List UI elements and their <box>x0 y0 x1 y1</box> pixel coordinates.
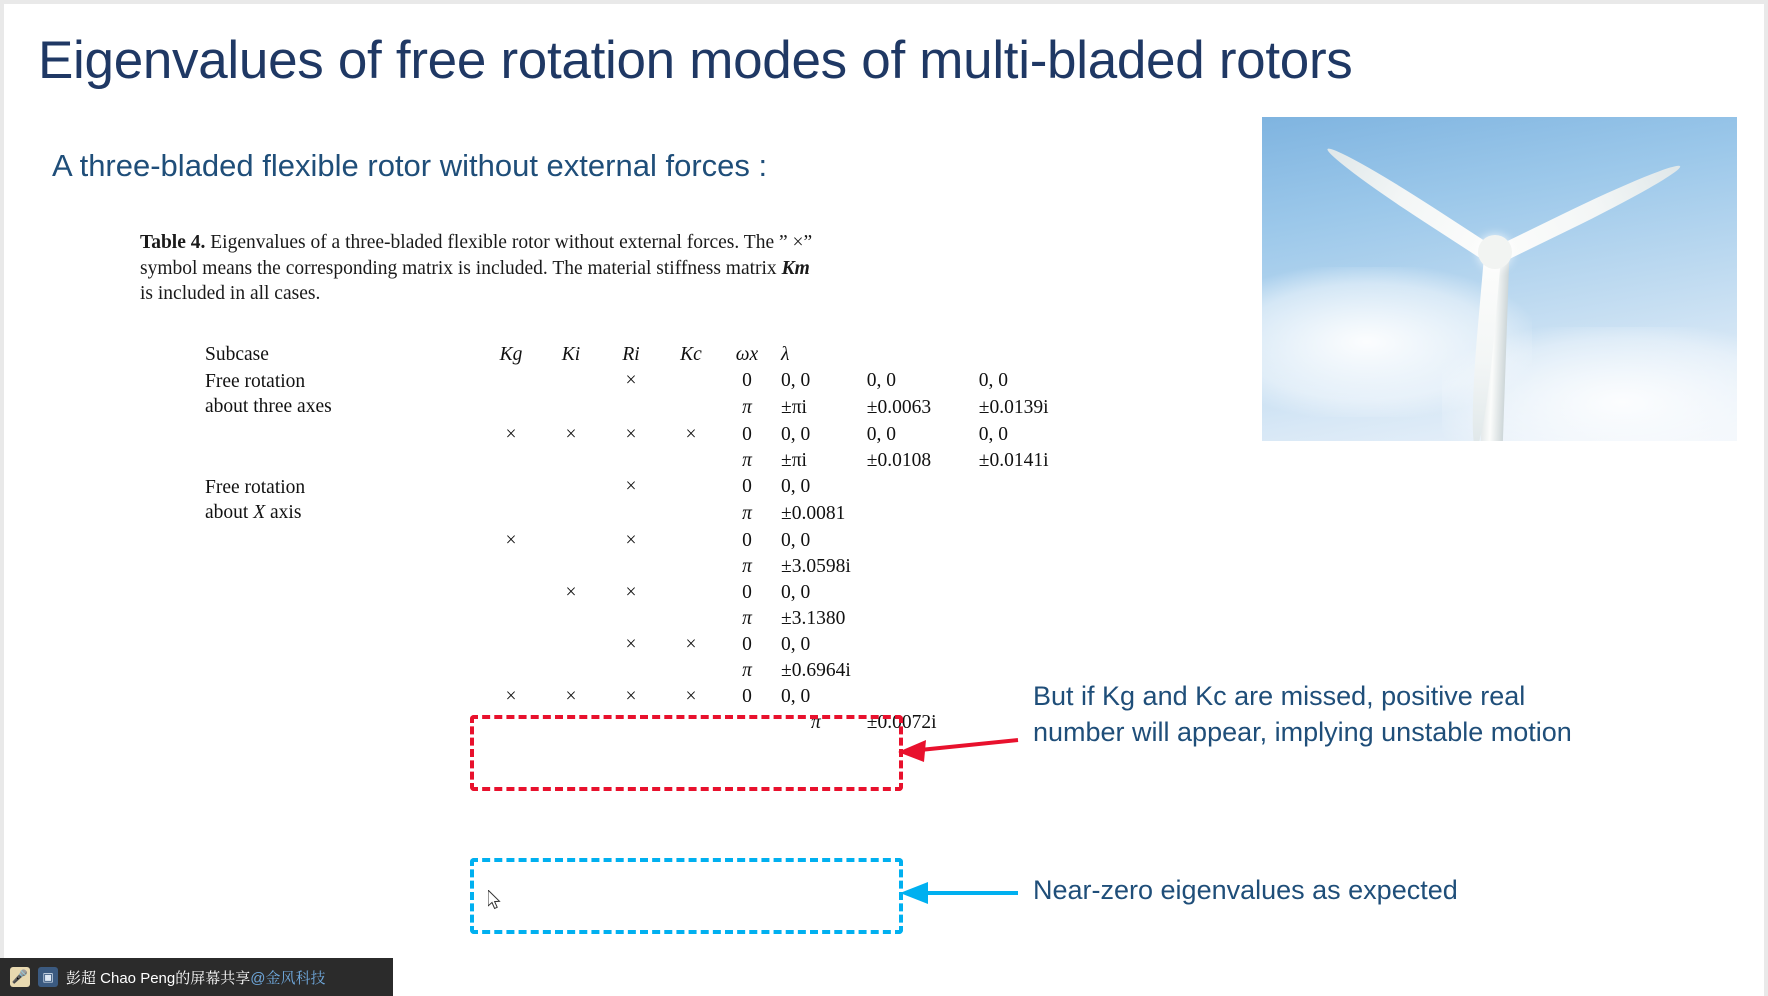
table-caption-label: Table 4. <box>140 232 206 253</box>
row-label-empty <box>197 422 481 474</box>
cell-ri: × <box>625 633 637 655</box>
cell-lambda-2 <box>859 554 971 580</box>
cell-lambda-2 <box>859 632 971 658</box>
row-label-free-rotation-three-axes <box>197 368 481 422</box>
cell-kg <box>481 448 541 474</box>
share-user-label: 彭超 Chao Peng的屏幕共享 <box>66 969 251 987</box>
cell-ri: × <box>625 529 637 551</box>
cell-lambda-1: ±3.1380 <box>781 607 846 629</box>
cell-kc <box>661 528 721 554</box>
cell-ri <box>601 395 661 422</box>
table-caption <box>140 230 1040 307</box>
row-label-empty <box>197 684 481 736</box>
cell-kc <box>661 448 721 474</box>
column-header-lambda-2 <box>859 342 971 368</box>
turbine-blade-3 <box>1323 142 1500 265</box>
cell-ri: × <box>625 475 637 497</box>
red-arrow-icon <box>898 740 1018 762</box>
cell-kc: × <box>685 633 697 655</box>
cell-omega: 0 <box>742 685 752 707</box>
eigenvalues-table <box>197 342 1107 736</box>
column-header-lambda: λ <box>781 344 790 365</box>
cell-lambda-3 <box>971 580 1091 606</box>
cell-kg <box>481 606 541 632</box>
row-label-empty <box>197 632 481 684</box>
annotation-blue-line1: Near-zero eigenvalues as expected <box>1033 875 1458 905</box>
slide-subtitle: A three-bladed flexible rotor without external forces : <box>52 148 768 183</box>
cell-ki: × <box>565 581 577 603</box>
cell-lambda-2 <box>859 684 971 710</box>
cell-lambda-1: ±πi <box>781 396 807 418</box>
camera-icon[interactable]: ▣ <box>38 967 58 987</box>
cell-lambda-3 <box>971 554 1091 580</box>
cell-ri <box>601 606 661 632</box>
cell-lambda-1: 0, 0 <box>781 581 811 603</box>
column-header-lambda-3 <box>971 342 1091 368</box>
cell-omega: 0 <box>742 370 752 391</box>
screen-share-bar[interactable] <box>0 958 393 996</box>
cell-lambda-1: 0, 0 <box>781 529 811 551</box>
page-edge-top <box>0 0 1768 4</box>
cell-ki: × <box>565 423 577 445</box>
blue-highlight-box <box>470 858 903 934</box>
column-header-ki: Ki <box>561 344 581 365</box>
cell-kc <box>721 710 773 736</box>
cell-lambda-2: ±0.0063 <box>866 396 932 418</box>
cell-ki <box>541 606 601 632</box>
cell-lambda-2: 0, 0 <box>866 423 896 445</box>
cell-omega: 0 <box>742 633 752 655</box>
table-caption-line2: symbol means the corresponding matrix is included. The material stiffness matrix <box>140 257 782 279</box>
row-label-free-rotation-x-axis <box>197 474 481 528</box>
share-status-text <box>66 967 325 988</box>
cell-kg: × <box>505 685 517 707</box>
cell-lambda-3 <box>971 474 1091 501</box>
cell-lambda-1: 0, 0 <box>781 633 811 655</box>
cell-ri <box>601 448 661 474</box>
microphone-icon[interactable]: 🎤 <box>10 967 30 987</box>
table-row <box>197 422 1107 448</box>
cell-omega: π <box>742 502 752 524</box>
cell-lambda-1: ±0.6964i <box>781 659 851 681</box>
cell-kc <box>661 658 721 684</box>
annotation-red-line2: number will appear, implying unstable motion <box>1033 717 1572 748</box>
cell-lambda-1: ±3.0598i <box>781 555 851 577</box>
table-caption-block <box>140 230 1040 307</box>
row-label-empty <box>481 710 541 736</box>
cell-kg <box>481 395 541 422</box>
cell-omega: 0 <box>742 423 752 445</box>
row-label-empty <box>197 580 481 632</box>
cell-lambda-1: ±0.0072i <box>866 711 937 733</box>
cell-ri: × <box>625 581 637 603</box>
row-label-line2: about X axis <box>205 501 302 523</box>
cell-kg <box>481 501 541 528</box>
turbine-blade-1 <box>1488 159 1684 266</box>
cell-kg <box>541 710 601 736</box>
cell-ki <box>601 710 661 736</box>
blue-arrow-icon <box>900 882 1018 904</box>
cell-kc <box>661 580 721 606</box>
cell-lambda-2: 0, 0 <box>866 370 896 391</box>
table-row <box>197 632 1107 658</box>
cell-ki <box>541 395 601 422</box>
cell-lambda-1: 0, 0 <box>781 423 811 445</box>
table-row <box>197 684 1107 710</box>
cell-ki <box>541 368 601 395</box>
cell-lambda-2 <box>859 528 971 554</box>
cell-ki <box>541 554 601 580</box>
cell-kc: × <box>685 423 697 445</box>
cell-lambda-3: ±0.0141i <box>978 449 1049 471</box>
cell-kc <box>661 606 721 632</box>
column-header-subcase: Subcase <box>205 344 269 365</box>
cell-omega: 0 <box>742 581 752 603</box>
cell-ki <box>541 632 601 658</box>
cell-kc: × <box>685 685 697 707</box>
cell-omega: π <box>742 396 752 418</box>
cell-kg <box>481 632 541 658</box>
cell-ki <box>541 448 601 474</box>
mouse-cursor-icon <box>488 890 502 910</box>
table-row <box>197 368 1107 395</box>
cell-lambda-1: 0, 0 <box>781 685 811 707</box>
cell-lambda-1: ±πi <box>781 449 807 471</box>
page-title: Eigenvalues of free rotation modes of multi-bladed rotors <box>38 31 1353 90</box>
cell-omega: π <box>742 555 752 577</box>
cell-lambda-3 <box>971 501 1091 528</box>
column-header-ri: Ri <box>622 344 640 365</box>
share-org-label: @金风科技 <box>250 969 326 987</box>
annotation-blue-text <box>1033 872 1733 908</box>
wind-turbine-photo <box>1262 117 1737 441</box>
cell-ki <box>541 501 601 528</box>
cell-ri <box>601 658 661 684</box>
table-caption-line3: is included in all cases. <box>140 283 321 305</box>
cell-ki <box>541 474 601 501</box>
page-edge-left <box>0 0 4 996</box>
cell-ri: × <box>625 370 637 391</box>
cell-omega: π <box>742 607 752 629</box>
table-row <box>197 528 1107 554</box>
cell-lambda-3: ±0.0139i <box>978 396 1049 418</box>
cell-lambda-2 <box>859 501 971 528</box>
column-header-omega-x: ωx <box>735 344 759 365</box>
cell-lambda-3 <box>971 606 1091 632</box>
cell-ri: × <box>625 423 637 445</box>
row-label-line1: Free rotation <box>205 371 306 392</box>
cell-ri <box>601 501 661 528</box>
cell-lambda-1: 0, 0 <box>781 370 811 391</box>
cell-omega: π <box>742 659 752 681</box>
table-header-row <box>197 342 1107 368</box>
cell-ki: × <box>565 685 577 707</box>
row-label-line2: about three axes <box>205 395 332 417</box>
cell-ri: × <box>625 685 637 707</box>
cell-kg: × <box>505 423 517 445</box>
cell-lambda-1: ±0.0081 <box>781 502 846 524</box>
cell-omega: 0 <box>742 529 752 551</box>
cell-lambda-2 <box>859 658 971 684</box>
cell-kg: × <box>505 529 517 551</box>
cell-kg <box>481 658 541 684</box>
cell-ri <box>601 554 661 580</box>
cell-lambda-2 <box>859 474 971 501</box>
cell-ri <box>661 710 721 736</box>
cell-kc <box>661 368 721 395</box>
cell-kc <box>661 554 721 580</box>
cell-lambda-2 <box>859 580 971 606</box>
cell-omega: 0 <box>742 475 752 497</box>
cell-lambda-3: 0, 0 <box>978 423 1008 445</box>
cell-kc <box>661 395 721 422</box>
cell-lambda-3 <box>971 528 1091 554</box>
cell-ki <box>541 658 601 684</box>
cell-lambda-3 <box>971 632 1091 658</box>
row-label-line1: Free rotation <box>205 476 306 498</box>
table-caption-line1: Eigenvalues of a three-bladed flexible rotor without external forces. The ” ×” <box>205 232 813 253</box>
cell-kg <box>481 554 541 580</box>
cell-kc <box>661 501 721 528</box>
page-edge-right <box>1764 0 1768 996</box>
cell-omega: π <box>742 449 752 471</box>
table-row <box>197 580 1107 606</box>
cell-ki <box>541 528 601 554</box>
annotation-red-text <box>1033 678 1733 751</box>
cell-kg <box>481 474 541 501</box>
cell-lambda-2: ±0.0108 <box>866 449 932 471</box>
turbine-hub <box>1478 235 1512 269</box>
cell-lambda-3: 0, 0 <box>978 370 1008 391</box>
cell-kg <box>481 368 541 395</box>
cell-kc <box>661 474 721 501</box>
cell-kg <box>481 580 541 606</box>
column-header-kg: Kg <box>499 344 523 365</box>
annotation-red-line1: But if Kg and Kc are missed, positive real <box>1033 681 1526 711</box>
cell-omega: π <box>810 711 821 733</box>
table-row <box>197 474 1107 501</box>
table-caption-math-km: Km <box>781 257 810 279</box>
row-label-empty <box>197 528 481 580</box>
cell-lambda-2 <box>859 606 971 632</box>
cell-lambda-1: 0, 0 <box>781 475 811 497</box>
column-header-kc: Kc <box>680 344 702 365</box>
